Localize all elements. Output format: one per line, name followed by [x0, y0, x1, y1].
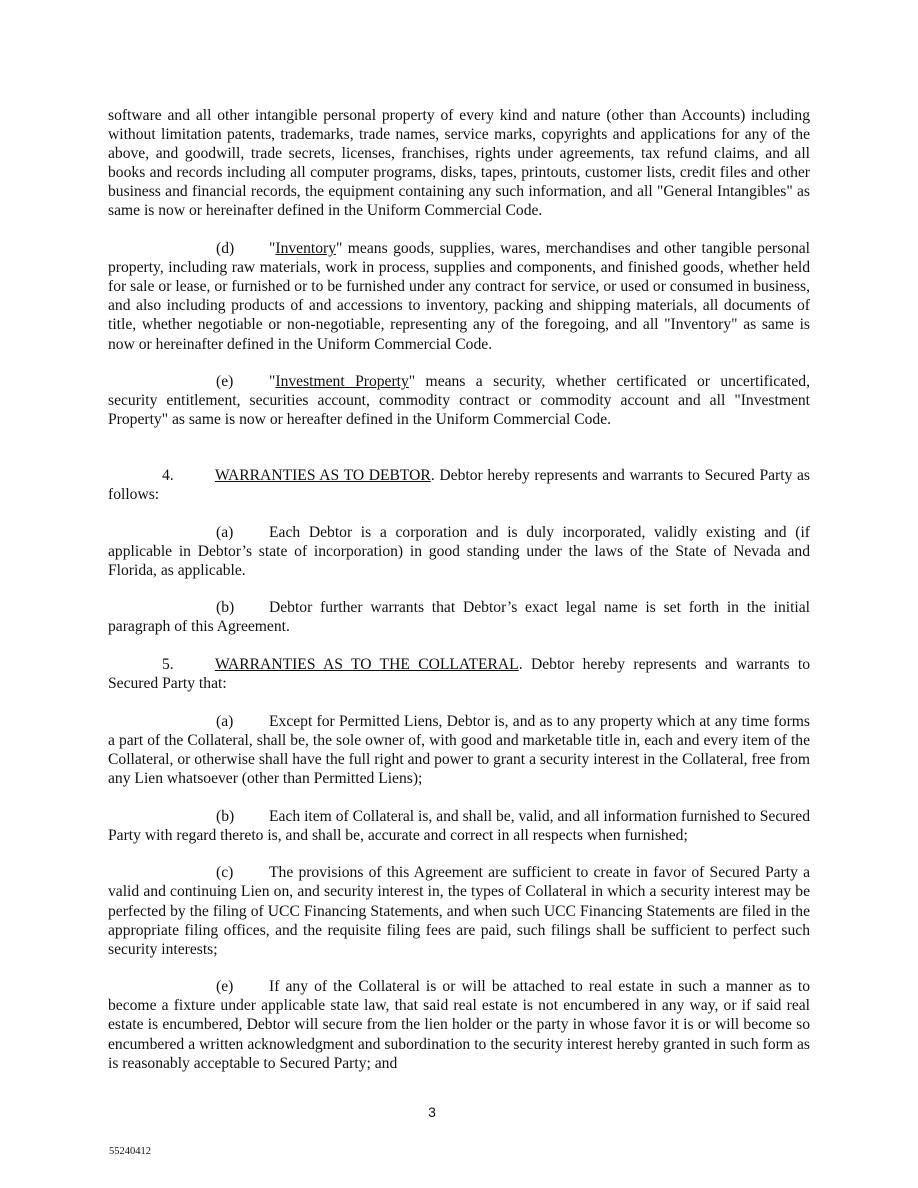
section-number: 5. [162, 656, 174, 674]
section-4-item-b [108, 598, 810, 636]
subsection-label: (a) [216, 712, 234, 730]
document-id: 55240412 [109, 1146, 151, 1157]
page-body [108, 106, 810, 1091]
section-4-intro [108, 466, 810, 504]
general-intangibles-paragraph: software and all other intangible personal property of every kind and nature (other than Accounts) including without limitation patents, trademarks, trade names, service marks, copyrights and applications for any of the above, and goodwill, trade secrets, licenses, franchises, rights under agreements, tax refund claims, and all books and records including all computer programs, disks, tapes, printouts, customer lists, credit files and other business and financial records, the equipment containing any such information, and all "General Intangibles" as same is now or hereinafter defined in the Uniform Commercial Code. [108, 107, 810, 220]
section-heading: WARRANTIES AS TO THE COLLATERAL [215, 656, 519, 674]
section-5-item-a [108, 712, 810, 788]
subsection-label: (c) [216, 864, 234, 882]
section-5-item-e [108, 977, 810, 1072]
page-number: 3 [428, 1104, 436, 1120]
defined-term-inventory: Inventory [275, 240, 336, 258]
quote-open: " [269, 240, 276, 258]
subsection-label: (e) [216, 978, 234, 996]
definition-text: " means a security, whether certificated or uncertificated, security entitlement, securities account, commodity contract or commodity account and all "Investment Property" as same is now or hereafter defined in the Uniform Commercial Code. [108, 373, 810, 429]
section-number: 4. [162, 466, 174, 484]
subsection-label: (a) [216, 523, 234, 541]
subsection-label: (b) [216, 807, 235, 825]
item-text: Each item of Collateral is, and shall be, valid, and all information furnished to Secured Party with regard thereto is, and shall be, accurate and correct in all respects when furnished; [108, 807, 810, 844]
section-5-intro [108, 655, 810, 693]
quote-open: " [269, 373, 276, 391]
subsection-label: (e) [216, 373, 234, 391]
section-heading: WARRANTIES AS TO DEBTOR [215, 466, 431, 484]
item-text: Debtor further warrants that Debtor’s exact legal name is set forth in the initial paragraph of this Agreement. [108, 599, 810, 636]
section-5-item-b [108, 807, 810, 845]
investment-property-definition [108, 372, 810, 429]
item-text: The provisions of this Agreement are sufficient to create in favor of Secured Party a valid and continuing Lien on, and security interest in, the types of Collateral in which a security interest may be perfected by the filing of UCC Financing Statements, and when such UCC Financing Statements are filed in the appropriate filing offices, and the requisite filing fees are paid, such filings shall be sufficient to perfect such security interests; [108, 864, 810, 958]
defined-term-investment-property: Investment Property [275, 373, 409, 391]
item-text: Except for Permitted Liens, Debtor is, and as to any property which at any time forms a part of the Collateral, shall be, the sole owner of, with good and marketable title in, each and every item of the Collateral, or otherwise shall have the full right and power to grant a security interest in the Collateral, free from any Lien whatsoever (other than Permitted Liens); [108, 712, 810, 788]
section-4-item-a [108, 523, 810, 580]
definition-text: " means goods, supplies, wares, merchandises and other tangible personal property, including raw materials, work in process, supplies and components, and finished goods, whether held for sale or lease, or furnished or to be furnished under any contract for service, or used or consumed in business, and also including products of and accessions to inventory, packing and shipping materials, all documents of title, whether negotiable or non-negotiable, representing any of the foregoing, and all "Inventory" as same is now or hereinafter defined in the Uniform Commercial Code. [108, 240, 810, 353]
subsection-label: (d) [216, 240, 235, 258]
section-intro-text: . Debtor hereby represents and warrants to Secured Party as follows: [108, 466, 811, 503]
subsection-label: (b) [216, 599, 235, 617]
section-intro-text: . Debtor hereby represents and warrants to Secured Party that: [108, 656, 810, 693]
item-text: If any of the Collateral is or will be attached to real estate in such a manner as to become a fixture under applicable state law, that said real estate is not encumbered in any way, or if said real estate is encumbered, Debtor will secure from the lien holder or the party in whose favor it is or will become so encumbered a written acknowledgment and subordination to the security interest hereby granted in such form as is reasonably acceptable to Secured Party; and [108, 978, 810, 1072]
item-text: Each Debtor is a corporation and is duly incorporated, validly existing and (if applicable in Debtor’s state of incorporation) in good standing under the laws of the State of Nevada and Florida, as applicable. [108, 523, 810, 579]
section-spacer [108, 448, 810, 466]
inventory-definition [108, 239, 810, 354]
section-5-item-c [108, 863, 810, 958]
